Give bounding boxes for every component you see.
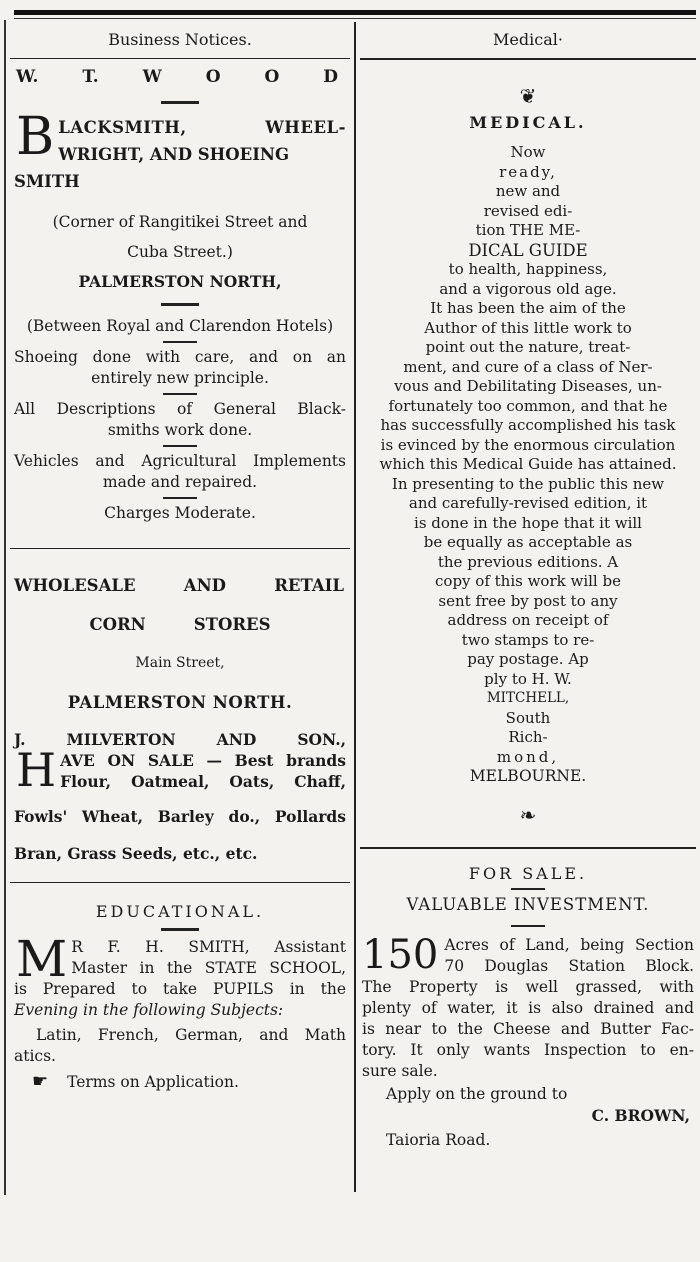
wood-name	[10, 59, 350, 95]
dash	[161, 928, 199, 931]
terms: Terms on Application.	[67, 1073, 239, 1091]
letter: T.	[82, 67, 99, 87]
medical-line: to health, happiness,	[448, 260, 608, 278]
dash	[163, 393, 197, 395]
medical-line: fortunately too common, and that he	[388, 396, 668, 415]
trade-line: WRIGHT, AND SHOEING SMITH	[14, 145, 290, 191]
seller-address: Taioria Road.	[386, 1130, 491, 1149]
goods-line: AVE ON SALE — Best brands	[60, 751, 346, 770]
medical-header: Medical·	[493, 30, 563, 49]
sale-line: The Property is well grassed, with	[362, 977, 694, 996]
corn-advert	[10, 575, 350, 864]
letter: O	[205, 67, 221, 87]
dash	[511, 925, 545, 927]
pointing-hand-icon: ☛	[32, 1071, 49, 1092]
top-rule-thin	[14, 18, 696, 19]
medical-line: Author of this little work to	[424, 318, 632, 337]
divider	[360, 847, 696, 849]
dropcap: H	[16, 743, 57, 797]
for-sale-advert	[360, 863, 696, 1151]
medical-line: South	[505, 708, 551, 727]
ornament-icon: ❦	[519, 84, 537, 108]
left-column	[10, 22, 350, 1093]
corn-stores-line	[10, 614, 350, 635]
dash	[163, 341, 197, 343]
medical-line: copy of this work will be	[435, 572, 621, 590]
medical-line: Now	[510, 143, 546, 161]
medical-line: which this Medical Guide has attained.	[379, 455, 677, 473]
educational-title: EDUCATIONAL.	[95, 902, 265, 921]
medical-line: is done in the hope that it will	[414, 513, 642, 532]
dash	[511, 888, 545, 890]
smith-text	[10, 930, 350, 1067]
sale-line: 70 Douglas Station Block.	[444, 956, 694, 975]
word: RETAIL	[274, 576, 344, 595]
medical-line: tion THE ME-	[475, 221, 581, 239]
address-line: Cuba Street.)	[127, 243, 233, 261]
sale-line: tory. It only wants Inspection to en-	[362, 1040, 694, 1059]
sale-line: is near to the Cheese and Butter Fac-	[362, 1019, 694, 1038]
medical-line: In presenting to the public this new	[391, 474, 665, 493]
medical-line: point out the nature, treat-	[425, 338, 631, 356]
medical-line: MITCHELL,	[486, 690, 570, 706]
town: PALMERSTON NORTH,	[78, 272, 282, 291]
medical-line: MELBOURNE.	[469, 767, 587, 785]
medical-text	[360, 143, 696, 787]
goods-line: Bran, Grass Seeds, etc., etc.	[14, 844, 258, 863]
edu-line: Evening in the following Subjects:	[14, 1001, 284, 1019]
medical-line: mond,	[496, 747, 560, 766]
location-note: (Between Royal and Clarendon Hotels)	[26, 317, 334, 335]
town: PALMERSTON NORTH.	[67, 693, 293, 712]
vehicles-line: Vehicles and Agricultural Implements	[14, 452, 346, 470]
medical-line: ment, and cure of a class of Ner-	[403, 357, 653, 376]
sale-text	[360, 931, 696, 1151]
sale-line: Acres of Land, being Section	[444, 935, 694, 954]
dropcap: M	[16, 930, 68, 988]
medical-line: address on receipt of	[447, 611, 609, 629]
medical-line: Rich-	[508, 728, 548, 746]
seller-name: C. BROWN,	[591, 1105, 690, 1125]
medical-line: has successfully accomplished his task	[380, 416, 676, 434]
medical-line: be equally as acceptable as	[423, 533, 633, 551]
medical-line: revised edi-	[483, 201, 573, 220]
medical-line: and carefully-revised edition, it	[408, 494, 648, 512]
corn-goods	[10, 743, 350, 797]
word: AND	[183, 576, 226, 595]
for-sale-subtitle: VALUABLE INVESTMENT.	[406, 894, 650, 914]
letter: W.	[16, 67, 39, 87]
medical-line: is evinced by the enormous circulation	[380, 435, 676, 454]
medical-line: two stamps to re-	[461, 630, 595, 649]
column-divider	[354, 22, 356, 1192]
ornament-icon: ❧	[519, 802, 537, 827]
apply-line: Apply on the ground to	[386, 1084, 568, 1103]
medical-line: the previous editions. A	[437, 552, 619, 571]
street: Main Street,	[135, 655, 225, 671]
desc-line: smiths work done.	[107, 421, 253, 439]
dash	[163, 497, 197, 499]
sale-line: sure sale.	[362, 1061, 438, 1080]
edu-line: Master in the STATE SCHOOL,	[71, 959, 346, 977]
letter: O	[264, 67, 280, 87]
word: WHOLESALE	[14, 576, 136, 595]
dash	[161, 303, 199, 306]
vehicles-line: made and repaired.	[102, 473, 258, 491]
dropcap: B	[16, 107, 55, 167]
medical-title: MEDICAL.	[469, 113, 587, 132]
letter: D	[323, 67, 338, 87]
sale-line: plenty of water, it is also drained and	[362, 998, 694, 1017]
edu-line: Latin, French, German, and Math	[36, 1026, 346, 1044]
dash	[161, 101, 199, 104]
medical-advert	[360, 84, 696, 827]
trade-line: LACKSMITH, WHEEL-	[58, 118, 346, 137]
desc-line: All Descriptions of General Black-	[14, 400, 346, 418]
for-sale-title: FOR SALE.	[468, 863, 588, 883]
wood-trade	[10, 107, 350, 195]
acres-number: 150	[362, 931, 439, 978]
word: STORES	[193, 615, 271, 634]
educational-advert	[10, 901, 350, 1093]
divider	[10, 882, 350, 883]
dash	[163, 445, 197, 447]
right-column	[360, 22, 696, 1151]
medical-line: sent free by post to any	[438, 591, 618, 610]
terms-line	[10, 1071, 350, 1093]
top-rule	[14, 10, 696, 15]
shoeing-line: Shoeing done with care, and on an	[14, 348, 346, 366]
medical-line: ready,	[499, 162, 557, 181]
shoeing-line: entirely new principle.	[91, 369, 269, 387]
edu-line: atics.	[14, 1047, 56, 1065]
medical-line: and a vigorous old age.	[439, 279, 617, 298]
edu-line: is Prepared to take PUPILS in the	[14, 980, 346, 998]
goods-line: Flour, Oatmeal, Oats, Chaff,	[60, 772, 346, 791]
merchant-names: J. MILVERTON AND SON.,	[14, 730, 346, 749]
divider	[10, 548, 350, 549]
wood-advert	[10, 59, 350, 524]
medical-line: new and	[495, 182, 561, 200]
edu-line: R F. H. SMITH, Assistant	[71, 938, 346, 956]
divider	[360, 58, 696, 60]
letter: W	[142, 67, 162, 87]
medical-line: ply to H. W.	[484, 669, 572, 688]
address-line: (Corner of Rangitikei Street and	[52, 213, 308, 231]
business-notices-header: Business Notices.	[108, 30, 252, 49]
left-edge-rule	[4, 20, 6, 1195]
wholesale-line	[10, 575, 350, 596]
word: CORN	[89, 615, 146, 634]
charges: Charges Moderate.	[104, 504, 256, 522]
goods-line: Fowls' Wheat, Barley do., Pollards	[14, 807, 346, 826]
medical-line: DICAL GUIDE	[468, 240, 588, 260]
medical-line: vous and Debilitating Diseases, un-	[394, 377, 662, 395]
medical-line: It has been the aim of the	[430, 299, 626, 317]
medical-line: pay postage. Ap	[467, 650, 589, 668]
